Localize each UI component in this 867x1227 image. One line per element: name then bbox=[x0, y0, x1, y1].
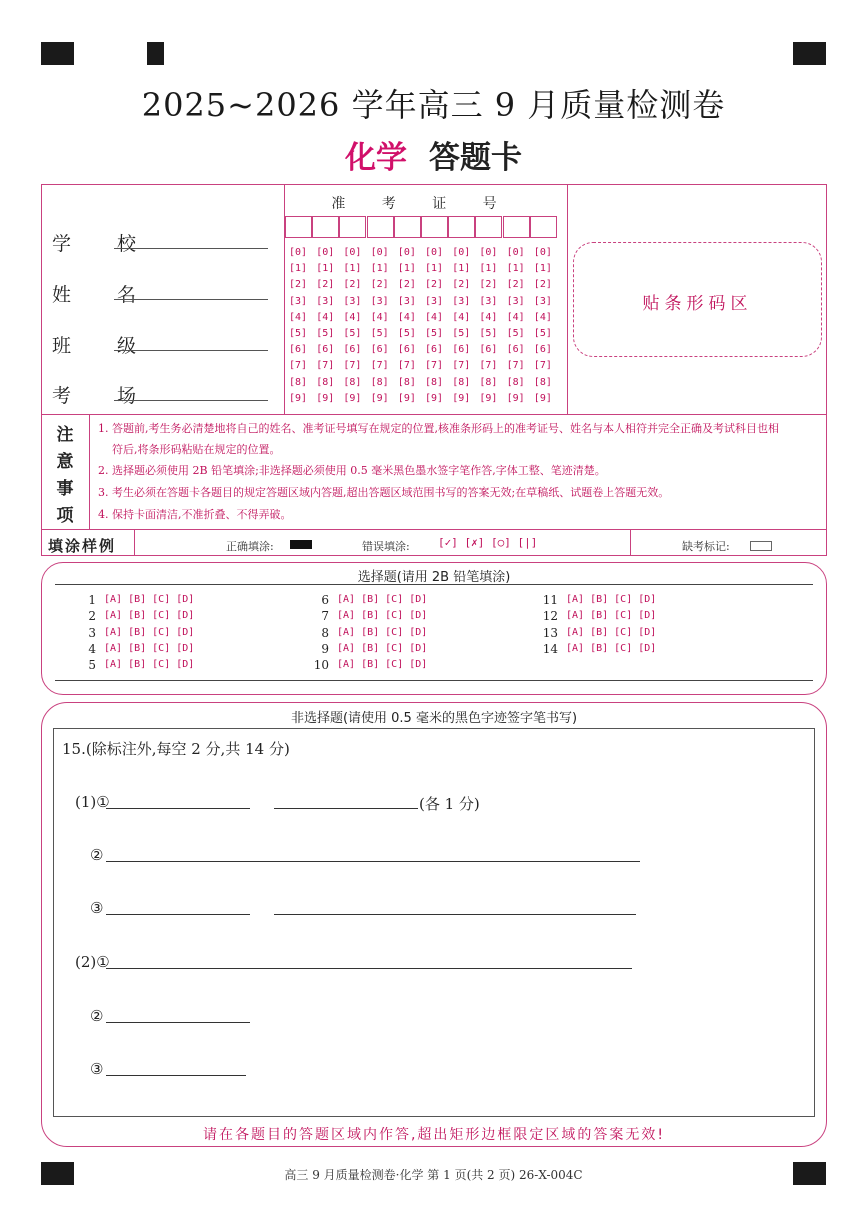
digit-bubble[interactable]: [5] bbox=[316, 328, 335, 339]
digit-bubble[interactable]: [2] bbox=[289, 279, 308, 291]
digit-bubble[interactable]: [2] bbox=[370, 279, 389, 291]
digit-bubble[interactable]: [8] bbox=[479, 376, 498, 388]
q15-1-1-blank-b[interactable] bbox=[274, 807, 418, 809]
card-subtitle bbox=[0, 132, 867, 177]
page-footer: 高三 9 月质量检测卷·化学 第 1 页(共 2 页) 26-X-004C bbox=[284, 1168, 583, 1182]
digit-bubble[interactable]: [0] bbox=[370, 247, 389, 258]
digit-bubble[interactable]: [2] bbox=[452, 279, 471, 291]
digit-bubble[interactable]: [1] bbox=[452, 263, 471, 275]
digit-bubble[interactable]: [8] bbox=[316, 376, 335, 388]
divider bbox=[55, 680, 813, 681]
exam-number-cell[interactable] bbox=[394, 216, 421, 238]
exam-number-cell[interactable] bbox=[530, 216, 557, 238]
digit-bubble[interactable]: [4] bbox=[397, 311, 416, 323]
digit-bubble[interactable]: [0] bbox=[289, 247, 308, 258]
digit-bubble[interactable]: [8] bbox=[343, 376, 362, 388]
digit-bubble[interactable]: [4] bbox=[452, 311, 471, 323]
digit-bubble[interactable]: [6] bbox=[289, 344, 308, 356]
q15-1-1-label: (1)① bbox=[75, 793, 110, 811]
answer-options[interactable]: [A] [B] [C] [D] bbox=[337, 659, 428, 671]
question-number: 12 bbox=[542, 609, 558, 624]
exam-number-cell[interactable] bbox=[285, 216, 312, 238]
absent-mark-label: 缺考标记: bbox=[682, 540, 730, 553]
q15-header: 15.(除标注外,每空 2 分,共 14 分) bbox=[62, 740, 290, 758]
digit-bubble[interactable]: [5] bbox=[479, 328, 498, 339]
q15-2-3-blank[interactable] bbox=[106, 1074, 246, 1076]
digit-bubble[interactable]: [3] bbox=[316, 295, 335, 307]
answer-options[interactable]: [A] [B] [C] [D] bbox=[337, 626, 428, 638]
digit-bubble[interactable]: [6] bbox=[397, 344, 416, 356]
wrong-fill-samples: [✓] [✗] [○] [|] bbox=[438, 536, 538, 549]
exam-room-label: 考 场 bbox=[52, 385, 157, 407]
question-number: 4 bbox=[88, 641, 96, 656]
q15-2-1-label: (2)① bbox=[75, 953, 110, 971]
barcode-label: 贴条形码区 bbox=[642, 294, 753, 314]
notice-3: 3. 考生必须在答题卡各题目的规定答题区域内答题,超出答题区域范围书写的答案无效;在草稿纸、试题卷上答题无效。 bbox=[98, 486, 670, 499]
digit-bubble[interactable]: [8] bbox=[452, 376, 471, 388]
notice-title bbox=[41, 420, 89, 528]
digit-bubble[interactable]: [0] bbox=[533, 247, 552, 258]
digit-bubble[interactable]: [7] bbox=[289, 360, 308, 372]
answer-options[interactable]: [A] [B] [C] [D] bbox=[337, 642, 428, 654]
name-field[interactable] bbox=[114, 298, 268, 300]
digit-bubble[interactable]: [6] bbox=[452, 344, 471, 356]
q15-1-1-note: (各 1 分) bbox=[419, 795, 480, 813]
digit-bubble[interactable]: [2] bbox=[506, 279, 525, 291]
answer-options[interactable]: [A] [B] [C] [D] bbox=[337, 594, 428, 605]
digit-bubble[interactable]: [8] bbox=[397, 376, 416, 388]
timing-mark-top-right bbox=[793, 42, 826, 65]
digit-bubble[interactable]: [7] bbox=[533, 360, 552, 372]
notice-1-cont: 符后,将条形码粘贴在规定的位置。 bbox=[112, 443, 281, 456]
digit-bubble[interactable]: [4] bbox=[425, 311, 444, 323]
digit-bubble[interactable]: [2] bbox=[343, 279, 362, 291]
timing-mark-top-left bbox=[41, 42, 74, 65]
q15-2-2-blank[interactable] bbox=[106, 1021, 250, 1023]
digit-bubble[interactable]: [0] bbox=[506, 247, 525, 258]
digit-bubble[interactable]: [9] bbox=[533, 392, 552, 404]
digit-bubble[interactable]: [2] bbox=[316, 279, 335, 291]
digit-bubble[interactable]: [1] bbox=[506, 263, 525, 275]
card-type: 答题卡 bbox=[429, 140, 522, 176]
digit-bubble[interactable]: [7] bbox=[316, 360, 335, 372]
exam-number-cell[interactable] bbox=[475, 216, 502, 238]
q15-1-3-label: ③ bbox=[90, 899, 104, 917]
divider bbox=[630, 529, 631, 556]
digit-bubble[interactable]: [6] bbox=[479, 344, 498, 356]
answer-options[interactable]: [A] [B] [C] [D] bbox=[104, 642, 195, 654]
digit-bubble[interactable]: [1] bbox=[316, 263, 335, 275]
digit-bubble[interactable]: [7] bbox=[452, 360, 471, 372]
digit-bubble[interactable]: [9] bbox=[370, 392, 389, 404]
q15-2-2-label: ② bbox=[90, 1007, 104, 1025]
digit-bubble[interactable]: [3] bbox=[343, 295, 362, 307]
digit-bubble[interactable]: [4] bbox=[479, 311, 498, 323]
digit-bubble[interactable]: [3] bbox=[506, 295, 525, 307]
notice-4: 4. 保持卡面清洁,不准折叠、不得弄破。 bbox=[98, 508, 292, 521]
answer-options[interactable]: [A] [B] [C] [D] bbox=[337, 610, 428, 622]
digit-bubble[interactable]: [2] bbox=[479, 279, 498, 291]
digit-bubble[interactable]: [0] bbox=[479, 247, 498, 258]
q15-1-2-blank[interactable] bbox=[106, 860, 640, 862]
digit-bubble[interactable]: [1] bbox=[397, 263, 416, 275]
divider bbox=[567, 184, 568, 414]
exam-number-cell[interactable] bbox=[339, 216, 366, 238]
question-number: 6 bbox=[321, 593, 329, 607]
notice-2: 2. 选择题必须使用 2B 铅笔填涂;非选择题必须使用 0.5 毫米黑色墨水签字笔作答,字体工整、笔迹清楚。 bbox=[98, 464, 606, 477]
question-number: 1 bbox=[88, 593, 96, 607]
correct-fill-sample bbox=[290, 540, 312, 549]
digit-bubble[interactable]: [5] bbox=[425, 328, 444, 339]
digit-bubble[interactable]: [1] bbox=[533, 263, 552, 275]
digit-bubble[interactable]: [3] bbox=[370, 295, 389, 307]
q15-2-3-label: ③ bbox=[90, 1060, 104, 1078]
digit-bubble[interactable]: [1] bbox=[425, 263, 444, 275]
answer-options[interactable]: [A] [B] [C] [D] bbox=[566, 594, 657, 605]
divider bbox=[41, 414, 827, 415]
question-number: 14 bbox=[542, 641, 558, 656]
answer-area[interactable] bbox=[53, 728, 815, 1117]
digit-bubble[interactable]: [3] bbox=[452, 295, 471, 307]
notice-title-char: 项 bbox=[56, 506, 74, 526]
digit-bubble[interactable]: [2] bbox=[397, 279, 416, 291]
exam-room-field[interactable] bbox=[114, 399, 268, 401]
digit-bubble[interactable]: [4] bbox=[289, 311, 308, 323]
digit-bubble[interactable]: [3] bbox=[289, 295, 308, 307]
divider bbox=[134, 529, 135, 556]
name-label: 姓 名 bbox=[52, 284, 157, 306]
digit-bubble[interactable]: [7] bbox=[397, 360, 416, 372]
exam-number-title: 准 考 证 号 bbox=[331, 196, 513, 212]
digit-bubble[interactable]: [7] bbox=[479, 360, 498, 372]
digit-bubble[interactable]: [4] bbox=[316, 311, 335, 323]
digit-bubble[interactable]: [5] bbox=[370, 328, 389, 339]
question-number: 3 bbox=[88, 625, 96, 640]
question-number: 7 bbox=[321, 609, 329, 624]
q15-2-1-blank[interactable] bbox=[106, 967, 632, 969]
digit-bubble[interactable]: [0] bbox=[425, 247, 444, 258]
digit-bubble[interactable]: [9] bbox=[397, 392, 416, 404]
notice-1: 1. 答题前,考生务必清楚地将自己的姓名、准考证号填写在规定的位置,核准条形码上的准考证号、姓名与本人相符并完全正确及考试科目也相 bbox=[98, 422, 779, 435]
digit-bubble[interactable]: [7] bbox=[343, 360, 362, 372]
digit-bubble[interactable]: [6] bbox=[370, 344, 389, 356]
digit-bubble[interactable]: [6] bbox=[533, 344, 552, 356]
digit-bubble[interactable]: [6] bbox=[316, 344, 335, 356]
answer-options[interactable]: [A] [B] [C] [D] bbox=[566, 610, 657, 622]
divider bbox=[41, 529, 827, 530]
exam-number-cell[interactable] bbox=[503, 216, 530, 238]
exam-number-cell[interactable] bbox=[448, 216, 475, 238]
question-number: 10 bbox=[313, 658, 329, 673]
divider bbox=[89, 414, 90, 529]
digit-bubble[interactable]: [8] bbox=[506, 376, 525, 388]
digit-bubble[interactable]: [5] bbox=[397, 328, 416, 339]
question-number: 2 bbox=[88, 609, 96, 624]
digit-bubble[interactable]: [9] bbox=[479, 392, 498, 404]
q15-1-3-blank-b[interactable] bbox=[274, 913, 636, 915]
digit-bubble[interactable]: [5] bbox=[343, 328, 362, 339]
digit-bubble[interactable]: [4] bbox=[343, 311, 362, 323]
digit-bubble[interactable]: [5] bbox=[533, 328, 552, 339]
school-field[interactable] bbox=[114, 247, 268, 249]
digit-bubble[interactable]: [4] bbox=[370, 311, 389, 323]
digit-bubble[interactable]: [3] bbox=[397, 295, 416, 307]
digit-bubble[interactable]: [8] bbox=[370, 376, 389, 388]
digit-bubble[interactable]: [8] bbox=[533, 376, 552, 388]
answer-options[interactable]: [A] [B] [C] [D] bbox=[566, 626, 657, 638]
exam-number-cell[interactable] bbox=[367, 216, 394, 238]
digit-bubble[interactable]: [0] bbox=[452, 247, 471, 258]
digit-bubble[interactable]: [4] bbox=[506, 311, 525, 323]
digit-bubble[interactable]: [6] bbox=[425, 344, 444, 356]
timing-mark-top-mid bbox=[147, 42, 164, 65]
absent-mark-box[interactable] bbox=[750, 541, 772, 551]
answer-options[interactable]: [A] [B] [C] [D] bbox=[104, 594, 195, 605]
digit-bubble[interactable]: [3] bbox=[533, 295, 552, 307]
class-field[interactable] bbox=[114, 349, 268, 351]
answer-options[interactable]: [A] [B] [C] [D] bbox=[104, 626, 195, 638]
digit-bubble[interactable]: [9] bbox=[506, 392, 525, 404]
school-label: 学 校 bbox=[52, 233, 157, 255]
digit-bubble[interactable]: [7] bbox=[425, 360, 444, 372]
q15-1-2-label: ② bbox=[90, 846, 104, 864]
q15-1-1-blank-a[interactable] bbox=[106, 807, 250, 809]
digit-bubble[interactable]: [1] bbox=[289, 263, 308, 275]
digit-bubble[interactable]: [2] bbox=[533, 279, 552, 291]
digit-bubble[interactable]: [9] bbox=[452, 392, 471, 404]
digit-bubble[interactable]: [3] bbox=[425, 295, 444, 307]
digit-bubble[interactable]: [4] bbox=[533, 311, 552, 323]
question-number: 13 bbox=[542, 625, 558, 640]
digit-bubble[interactable]: [7] bbox=[370, 360, 389, 372]
digit-bubble[interactable]: [2] bbox=[425, 279, 444, 291]
digit-bubble[interactable]: [5] bbox=[506, 328, 525, 339]
digit-bubble[interactable]: [7] bbox=[506, 360, 525, 372]
notice-title-char: 注 bbox=[56, 425, 74, 445]
question-number: 11 bbox=[542, 593, 558, 607]
question-number: 5 bbox=[88, 658, 96, 673]
digit-bubble[interactable]: [5] bbox=[452, 328, 471, 339]
digit-bubble[interactable]: [0] bbox=[316, 247, 335, 258]
fill-example-label: 填涂样例 bbox=[48, 537, 117, 555]
page-title: 2025~2026 学年高三 9 月质量检测卷 bbox=[141, 86, 726, 124]
exam-number-cell[interactable] bbox=[312, 216, 339, 238]
digit-bubble[interactable]: [8] bbox=[425, 376, 444, 388]
digit-bubble[interactable]: [1] bbox=[370, 263, 389, 275]
choice-section-title: 选择题(请用 2B 铅笔填涂) bbox=[357, 570, 511, 585]
subject-name: 化学 bbox=[345, 140, 407, 176]
question-number: 8 bbox=[321, 625, 329, 640]
digit-bubble[interactable]: [0] bbox=[397, 247, 416, 258]
digit-bubble[interactable]: [5] bbox=[289, 328, 308, 339]
digit-bubble[interactable]: [9] bbox=[316, 392, 335, 404]
answer-options[interactable]: [A] [B] [C] [D] bbox=[104, 659, 195, 671]
digit-bubble[interactable]: [1] bbox=[479, 263, 498, 275]
correct-fill-label: 正确填涂: bbox=[226, 540, 274, 553]
digit-bubble[interactable]: [1] bbox=[343, 263, 362, 275]
digit-bubble[interactable]: [9] bbox=[343, 392, 362, 404]
notice-title-char: 事 bbox=[56, 479, 74, 499]
digit-bubble[interactable]: [0] bbox=[343, 247, 362, 258]
q15-1-3-blank-a[interactable] bbox=[106, 913, 250, 915]
class-label: 班 级 bbox=[52, 335, 157, 357]
digit-bubble[interactable]: [6] bbox=[343, 344, 362, 356]
digit-bubble[interactable]: [8] bbox=[289, 376, 308, 388]
question-number: 9 bbox=[321, 641, 329, 656]
digit-bubble[interactable]: [6] bbox=[506, 344, 525, 356]
digit-bubble[interactable]: [9] bbox=[289, 392, 308, 404]
exam-number-cell[interactable] bbox=[421, 216, 448, 238]
digit-bubble[interactable]: [3] bbox=[479, 295, 498, 307]
wrong-fill-label: 错误填涂: bbox=[362, 540, 410, 553]
answer-area-warning: 请在各题目的答题区域内作答,超出矩形边框限定区域的答案无效! bbox=[202, 1127, 666, 1143]
open-section-title: 非选择题(请使用 0.5 毫米的黑色字迹签字笔书写) bbox=[290, 711, 578, 726]
answer-options[interactable]: [A] [B] [C] [D] bbox=[566, 642, 657, 654]
notice-title-char: 意 bbox=[56, 452, 74, 472]
digit-bubble[interactable]: [9] bbox=[425, 392, 444, 404]
answer-options[interactable]: [A] [B] [C] [D] bbox=[104, 610, 195, 622]
